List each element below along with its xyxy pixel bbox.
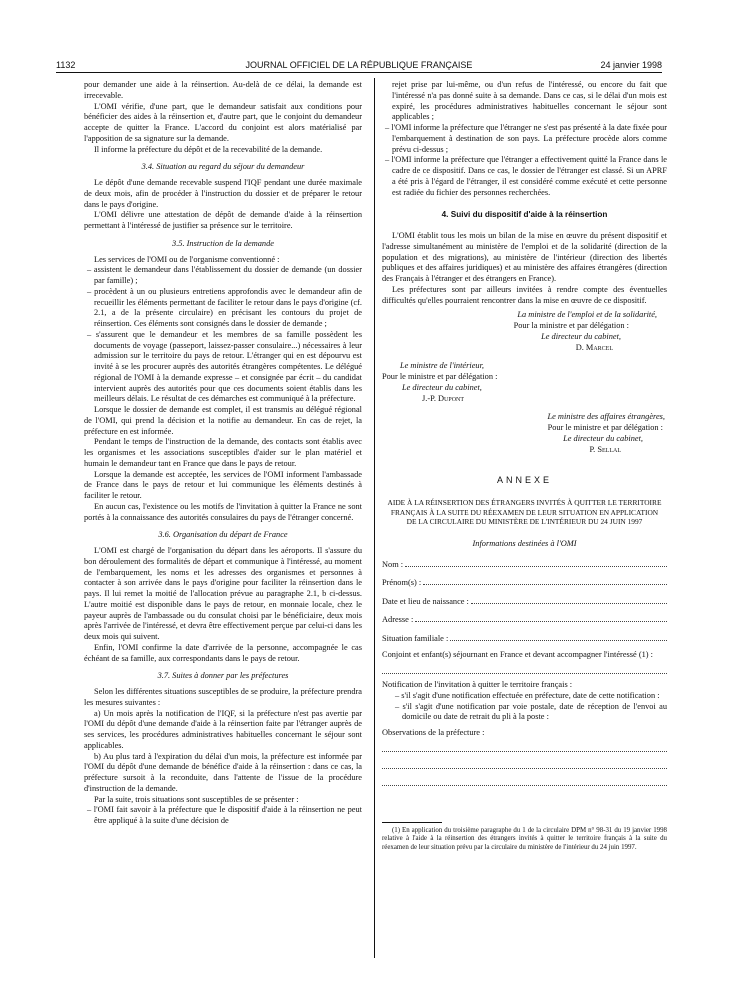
- right-column: [382, 80, 667, 853]
- paragraph: Enfin, l'OMI confirme la date d'arrivée de la personne, accompagnée le cas échéant de sa famille, aux correspondants dans le pays de retour.: [84, 642, 362, 663]
- signature-delegation: Pour le ministre et par délégation :: [547, 423, 663, 432]
- field-label: Adresse :: [382, 615, 414, 625]
- form-field-observations: [382, 728, 667, 786]
- field-dotted-line: [382, 661, 667, 674]
- list-item: – s'assurent que le demandeur et les membres de sa famille possèdent les documents de voyage (passeport, laissez-passer consulaire...) nécessaires à leur admission sur le territoire du pays de retour. L'étranger qui en est dépourvu est invité à se les procurer auprès des autorités étrangères compétentes. Le délégué régional de l'OMI à la demande expresse – et consignée par écrit – du candidat intervient auprès des autorités pour que ces documents soient établis dans les meilleurs délais. Le résultat de ces démarches est communiqué à la préfecture.: [87, 329, 362, 404]
- form-field-adresse: [382, 613, 667, 626]
- signature-title: La ministre de l'emploi et de la solidarité,: [517, 310, 657, 320]
- list-item: – l'OMI informe la préfecture que l'étranger ne s'est pas présenté à la date fixée pour l'embarquement à destination de son pays. La préfecture procède alors comme prévu ci-dessus ;: [385, 123, 667, 154]
- paragraph: L'OMI établit tous les mois un bilan de la mise en œuvre du présent dispositif et l'adresse simultanément au ministère de l'emploi et de la solidarité (direction de la population et des migrations), au ministère de l'intérieur (direction des libertés publiques et des affaires juridiques) et au ministère des affaires étrangères (direction des Français à l'étranger et des étrangers en France).: [382, 231, 667, 283]
- signature-delegation: Pour le ministre et par délégation :: [382, 372, 498, 381]
- form-field-prenoms: [382, 576, 667, 589]
- signature-block-interieur: [382, 361, 667, 404]
- paragraph: Par la suite, trois situations sont susceptibles de se présenter :: [94, 794, 299, 804]
- form-field-situation: [382, 632, 667, 645]
- list-item: – procèdent à un ou plusieurs entretiens approfondis avec le demandeur afin de recueillir les éléments permettant de faciliter le retour dans le pays d'origine (cf. 2.1, a de la présente circulaire) en précisant les contours du projet de réinsertion. Ces éléments sont consignés dans le dossier de demande ;: [87, 286, 362, 328]
- paragraph: Lorsque le dossier de demande est complet, il est transmis au délégué régional de l'OMI, qui prend la décision et la notifie au demandeur. En cas de rejet, la préfecture en est informée.: [84, 405, 362, 436]
- annexe-heading: ANNEXE: [496, 475, 552, 486]
- section-heading-3-4: 3.4. Situation au regard du séjour du demandeur: [141, 162, 305, 172]
- paragraph: Les préfectures sont par ailleurs invitées à rendre compte des éventuelles difficultés qu'elles pourraient rencontrer dans la mise en œuvre de ce dispositif.: [382, 284, 667, 305]
- signature-role: Le directeur du cabinet,: [563, 433, 643, 443]
- section-heading-3-7: 3.7. Suites à donner par les préfectures: [157, 671, 289, 681]
- paragraph: Pendant le temps de l'instruction de la demande, des contacts sont établis avec les organismes et les associations susceptibles d'aider sur le plan matériel et humain le demandeur tant en France que dans le pays de retour.: [84, 437, 362, 468]
- paragraph: Il informe la préfecture du dépôt et de la recevabilité de la demande.: [94, 144, 323, 154]
- signature-delegation: Pour la ministre et par délégation :: [513, 321, 629, 330]
- signature-role: Le directeur du cabinet,: [541, 331, 621, 341]
- list-item: – assistent le demandeur dans l'établissement du dossier de demande (un dossier par famille) ;: [87, 265, 362, 285]
- journal-title: JOURNAL OFFICIEL DE LA RÉPUBLIQUE FRANÇAISE: [245, 60, 473, 70]
- column-divider: [374, 78, 375, 958]
- field-dotted-line: [471, 595, 667, 604]
- issue-date: 24 janvier 1998: [600, 60, 662, 70]
- form-field-notification: [382, 680, 667, 723]
- paragraph: L'OMI délivre une attestation de dépôt de demande d'aide à la réinsertion permettant à l'intéressé de justifier sa présence sur le territoire.: [84, 210, 362, 230]
- form-title: Informations destinées à l'OMI: [472, 538, 577, 548]
- form-field-naissance: [382, 595, 667, 608]
- paragraph: a) Un mois après la notification de l'IQF, si la préfecture n'est pas avertie par l'OMI du dépôt d'une demande d'aide à la réinsertion faite par l'étranger auprès de ses services, les procédures administratives habituelles concernant le séjour sont applicables.: [84, 708, 362, 750]
- signature-name: P. Sellal: [589, 444, 621, 454]
- footnote-rule: [382, 822, 442, 823]
- signature-title: Le ministre de l'intérieur,: [400, 361, 484, 371]
- paragraph: Les services de l'OMI ou de l'organisme conventionné :: [94, 254, 280, 264]
- field-label: Date et lieu de naissance :: [382, 596, 469, 606]
- form-field-conjoint: [382, 650, 667, 674]
- field-label: Nom :: [382, 559, 404, 569]
- header-rule: [56, 72, 662, 73]
- section-heading-4: 4. Suivi du dispositif d'aide à la réinsertion: [441, 210, 608, 220]
- signature-name: D. Marcel: [575, 342, 613, 352]
- paragraph: En aucun cas, l'existence ou les motifs de l'invitation à quitter la France ne sont portés à la connaissance des autorités consulaires du pays de l'étranger concerné.: [84, 501, 362, 522]
- field-dotted-line: [415, 613, 667, 622]
- list-item: – l'OMI informe la préfecture que l'étranger a effectivement quitté la France dans le cadre de ce dispositif. Dans ce cas, le dossier de l'étranger est classé. Si un APRF a été pris à l'égard de l'étranger, il est considéré comme exécuté et cette personne est radiée du fichier des personnes recherchées.: [385, 155, 667, 197]
- section-heading-3-6: 3.6. Organisation du départ de France: [158, 530, 288, 540]
- footnote: (1) En application du troisième paragraphe du 1 de la circulaire DPM n° 98-31 du 19 janvier 1998 relative à l'aide à la réinsertion des étrangers invités à quitter le territoire français à la suite du réexamen de leur situation prévu par la circulaire du ministère de l'intérieur du 24 juin 1997.: [382, 826, 667, 852]
- list-item: – s'il s'agit d'une notification par voie postale, date de réception de l'envoi au domicile ou date de retrait du pli à la poste :: [395, 701, 667, 722]
- field-label: Situation familiale :: [382, 633, 449, 643]
- field-label: Notification de l'invitation à quitter le territoire français :: [382, 680, 573, 690]
- field-dotted-line: [382, 739, 667, 752]
- signature-name: J.-P. Dupont: [422, 393, 465, 403]
- left-column: [84, 80, 362, 827]
- list-item: – s'il s'agit d'une notification effectuée en préfecture, date de cette notification :: [395, 690, 660, 700]
- paragraph: L'OMI vérifie, d'une part, que le demandeur satisfait aux conditions pour bénéficier des aides à la réinsertion et, d'autre part, que le conjoint du demandeur accepte de quitter la France. L'accord du conjoint est alors matérialisé par l'apposition de sa signature sur la demande.: [84, 101, 362, 143]
- field-dotted-line: [382, 756, 667, 769]
- signature-block-emploi: [382, 310, 667, 353]
- annexe-title: AIDE À LA RÉINSERTION DES ÉTRANGERS INVITÉS À QUITTER LE TERRITOIRE FRANÇAIS À LA SUITE DU RÉEXAMEN DE LEUR SITUATION EN APPLICATION DE LA CIRCULAIRE DU MINISTÈRE DE L'INTÉRIEUR DU 24 JUIN 1997: [387, 498, 662, 527]
- field-dotted-line: [450, 632, 667, 641]
- field-label: Conjoint et enfant(s) séjournant en France et devant accompagner l'intéressé (1) :: [382, 650, 653, 660]
- field-label: Observations de la préfecture :: [382, 728, 485, 738]
- paragraph: b) Au plus tard à l'expiration du délai d'un mois, la préfecture est informée par l'OMI du dépôt d'une demande de bénéfice d'aide à la réinsertion : dans ce cas, la préfecture sursoit à la reconduite, dans l'attente de l'issue de la procédure d'instruction de la demande.: [84, 751, 362, 793]
- paragraph: Le dépôt d'une demande recevable suspend l'IQF pendant une durée maximale de deux mois, afin de procéder à l'instruction du dossier et de préparer le retour dans le pays d'origine.: [84, 178, 362, 209]
- paragraph: pour demander une aide à la réinsertion. Au-delà de ce délai, la demande est irrecevable.: [84, 80, 362, 100]
- paragraph: Selon les différentes situations susceptibles de se produire, la préfecture prendra les mesures suivantes :: [84, 687, 362, 707]
- form-field-nom: [382, 558, 667, 571]
- signature-block-affaires-etrangeres: [382, 412, 667, 455]
- paragraph: L'OMI est chargé de l'organisation du départ dans les aéroports. Il s'assure du bon déroulement des formalités de départ et communique à l'intéressé, au moment de l'embarquement, les noms et les adresses des organismes et personnes à contacter à son arrivée dans le pays d'origine pour faciliter la réinsertion dans le pays. Il lui remet la moitié de l'allocation prévue au paragraphe 2.1, b ci-dessus. L'autre moitié est disponible dans le pays de retour, en monnaie locale, chez le payeur auprès de l'ambassade ou du consulat choisi par le bénéficiaire, deux mois après l'arrivée de l'intéressé, et devra être effectivement perçue par celui-ci dans les deux mois qui suivent.: [84, 546, 362, 641]
- paragraph: rejet prise par lui-même, ou d'un refus de l'intéressé, ou encore du fait que l'intéressé n'a pas donné suite à sa demande. Dans ce cas, si le délai d'un mois est expiré, les procédures administratives habituelles concernant le séjour sont applicables ;: [392, 80, 667, 122]
- list-item: – l'OMI fait savoir à la préfecture que le dispositif d'aide à la réinsertion ne peut être appliqué à la suite d'une décision de: [87, 805, 362, 825]
- field-label: Prénom(s) :: [382, 578, 422, 588]
- signature-role: Le directeur du cabinet,: [402, 382, 482, 392]
- page-number: 1132: [56, 60, 76, 70]
- field-dotted-line: [405, 558, 667, 567]
- field-dotted-line: [423, 576, 667, 585]
- section-heading-3-5: 3.5. Instruction de la demande: [172, 238, 274, 248]
- field-dotted-line: [382, 773, 667, 786]
- paragraph: Lorsque la demande est acceptée, les services de l'OMI informent l'ambassade de France dans le pays de retour et lui communique les éléments destinés à faciliter le retour.: [84, 469, 362, 500]
- signature-title: Le ministre des affaires étrangères,: [547, 412, 665, 422]
